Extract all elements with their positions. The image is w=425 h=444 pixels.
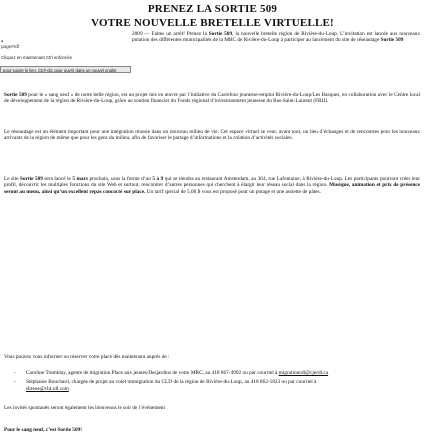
p3-bold-h: Musique, animation et prix de présence seront au menu, ainsi qu’un excellent repas concocté sur place. — [4, 182, 420, 195]
contact-item — [20, 370, 330, 376]
p3-text-i: Un tarif spécial de 5,00 $ vous est proposé pour un potage et une assiette de pâtes. — [145, 188, 321, 195]
contact-1-email-link[interactable]: migrationrdl@cjerdl.ca — [278, 370, 329, 376]
title-line-1: PRENEZ LA SORTIE 509 — [147, 3, 278, 15]
title-line-2: VOTRE NOUVELLE BRETELLE VIRTUELLE! — [91, 17, 334, 29]
p1-text: pour le « sang neuf » de notre belle région, est un projet mis en œuvre par l’initiative du Carrefour jeunesse-emploi Rivière-du-Loup/Les Basques, en collaboration avec le Centre local de développement de la région de Rivière-du-Loup, grâce au soutien financier du Fonds régional d’investissement jeunesse du Bas-Saint-Laurent (FRIJ). — [4, 92, 420, 105]
p3-bold-b: Sortie 509 — [19, 176, 43, 182]
link-tooltip-bar[interactable]: pour suivre le lien. Ctrl+clic pour ouvrir dans un nouvel onglet — [0, 66, 131, 73]
p3-text-c: sera lancé le — [42, 176, 73, 182]
link-path: page#rdf — [1, 44, 20, 49]
contact-1-text: Caroline Tremblay, agente de migration Place aux jeunes/Desjardins de votre MRC, au 418 867-4992 ou par courriel à — [26, 370, 279, 376]
p1-bold: Sortie 509 — [4, 92, 27, 98]
contact-2-email-link[interactable]: sbreue@cld.rdl.com — [26, 385, 69, 392]
p3-text-a: Le site — [4, 176, 20, 182]
intro-sortie-bold-2: Sortie 509 — [380, 37, 404, 44]
closing-line: Pour le sang neuf, c’est Sortie 509! — [4, 427, 83, 433]
intro-sortie-bold: Sortie 509 — [208, 31, 233, 37]
link-hint: Cliquez en maintenant Ctrl enfoncée — [1, 55, 73, 60]
link-tooltip — [0, 38, 132, 76]
intro-paragraph — [132, 31, 420, 44]
paragraph-1 — [4, 92, 420, 105]
p3-text-e: prochain, sous la forme d’un — [87, 176, 153, 182]
contacts-list — [20, 370, 330, 392]
intro-text-a: 2009 — Faites un arrêt! Prenez la — [132, 31, 209, 37]
contact-2-text: Stéphanie Bouchard, chargée de projet au volet immigration du CLD de la région de Rivière-du-Loup, au 418 862-1823 ou par courriel à — [26, 379, 317, 386]
page-icon: ▪ — [1, 39, 4, 45]
contact-item — [20, 379, 330, 392]
p3-text-g: qui se tiendra au restaurant Amsterdam, au 364, rue Lafontaine, à Rivière-du-Loup. Les participants pourront créer leur profil, découvrir les multiples fonctions du site Web et surtout, rencontrer d’autres personnes qui cherchent à élargir leur réseau social dans la région. — [4, 176, 421, 189]
paragraph-2: Le réseautage est un élément important pour une intégration réussie dans un nouveau milieu de vie. Cet espace virtuel se veut, avant tout, un lieu d’échanges et de rencontres pour les nouveaux arrivants de la région de même que pour les gens du milieu, afin de favoriser le partage d’informations et la création d’activités sociales. — [4, 129, 420, 142]
p3-bold-d: 5 mars — [72, 176, 88, 182]
intro-text-c: , la nouvelle bretelle région de Rivière-du-Loup. L’invitation est lancée aux nouveaux pulation des différentes municipalités de la MRC de Rivière-du-Loup à participer au lancement du site de réseautage — [132, 31, 421, 44]
paragraph-3 — [4, 176, 420, 195]
paragraph-4: Vous pouvez vous informer ou réserver votre place dès maintenant auprès de : — [4, 354, 170, 360]
paragraph-5: Les invités spontanés seront également les bienvenus le soir de l’événement — [4, 405, 165, 411]
p3-bold-f: 5 à 9 — [152, 176, 164, 182]
